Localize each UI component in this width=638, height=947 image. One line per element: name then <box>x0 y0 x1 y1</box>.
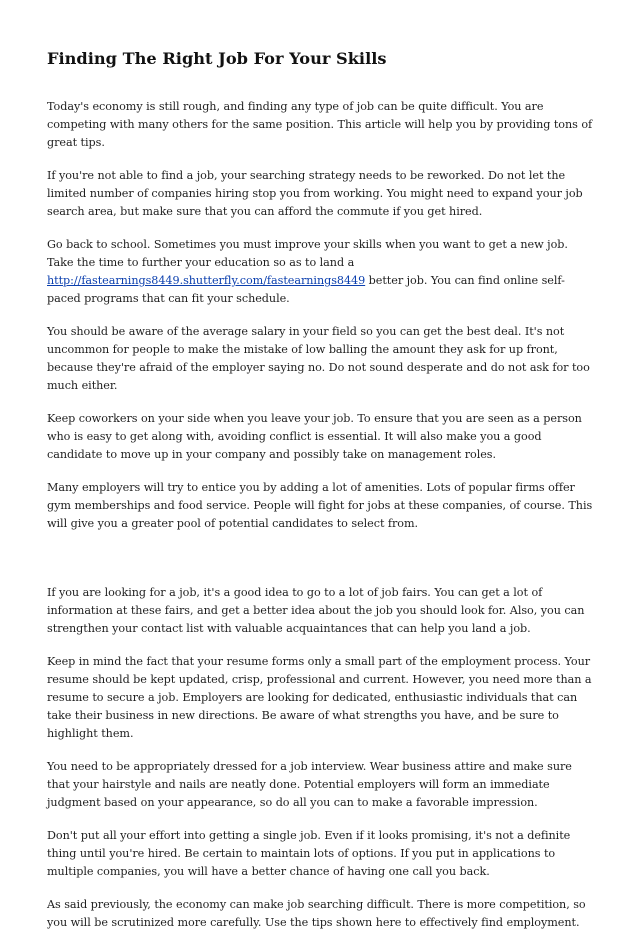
paragraph-1: Today's economy is still rough, and finding any type of job can be quite difficult. You are competing with many others for the same position. This article will help you by providing tons of great tips. <box>47 100 593 149</box>
external-link[interactable]: http://fastearnings8449.shutterfly.com/fastearnings8449 <box>47 274 366 287</box>
paragraph-10: Don't put all your effort into getting a single job. Even if it looks promising, it's not a definite thing until you're hired. Be certain to maintain lots of options. If you put in applications to multiple companies, you will have a better chance of having one call you back. <box>47 829 571 878</box>
paragraph-3 <box>47 236 595 308</box>
paragraph-4: You should be aware of the average salary in your field so you can get the best deal. It's not uncommon for people to make the mistake of low balling the amount they ask for up front, because they're afraid of the employer saying no. Do not sound desperate and do not ask for too much either. <box>47 325 590 392</box>
document-title: Finding The Right Job For Your Skills <box>47 49 387 68</box>
paragraph-6: Many employers will try to entice you by adding a lot of amenities. Lots of popular firms offer gym memberships and food service. People will fight for jobs at these companies, of course. This will give you a greater pool of potential candidates to select from. <box>47 481 593 530</box>
paragraph-11: As said previously, the economy can make job searching difficult. There is more competition, so you will be scrutinized more carefully. Use the tips shown here to effectively find employment. <box>47 898 586 929</box>
paragraph-2: If you're not able to find a job, your searching strategy needs to be reworked. Do not let the limited number of companies hiring stop you from working. You might need to expand your job search area, but make sure that you can afford the commute if you get hired. <box>47 169 583 218</box>
paragraph-8: Keep in mind the fact that your resume forms only a small part of the employment process. Your resume should be kept updated, crisp, professional and current. However, you need more than a resume to secure a job. Employers are looking for dedicated, enthusiastic individuals that can take their business in new directions. Be aware of what strengths you have, and be sure to highlight them. <box>47 655 592 740</box>
document-page <box>47 48 595 947</box>
paragraph-9: You need to be appropriately dressed for a job interview. Wear business attire and make sure that your hairstyle and nails are neatly done. Potential employers will form an immediate judgment based on your appearance, so do all you can to make a favorable impression. <box>47 760 572 809</box>
paragraph-3-text-before: Go back to school. Sometimes you must improve your skills when you want to get a new job. Take the time to further your education so as to land a <box>47 238 568 269</box>
paragraph-7: If you are looking for a job, it's a good idea to go to a lot of job fairs. You can get a lot of information at these fairs, and get a better idea about the job you should look for. Also, you can strengthen your contact list with valuable acquaintances that can help you land a job. <box>47 586 585 635</box>
paragraph-5: Keep coworkers on your side when you leave your job. To ensure that you are seen as a person who is easy to get along with, avoiding conflict is essential. It will also make you a good candidate to move up in your company and possibly take on management roles. <box>47 412 582 461</box>
paragraph-3-text-after: better job. You can find online self-paced programs that can fit your schedule. <box>47 274 565 305</box>
